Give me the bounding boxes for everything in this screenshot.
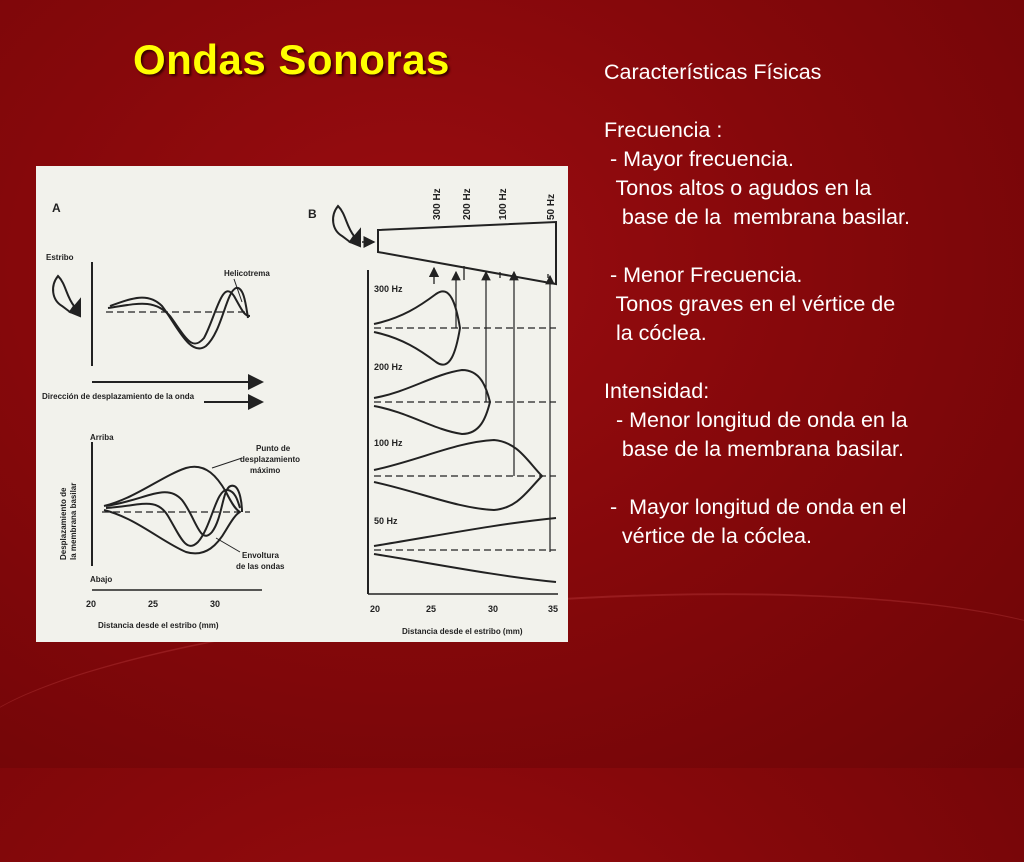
punto-label-3: máximo [250,466,281,475]
frequency-heading: Frecuencia : [604,118,723,142]
intensity-heading: Intensidad: [604,379,710,403]
text-panel [604,58,1014,551]
envoltura-label-2: de las ondas [236,562,285,571]
abajo-label: Abajo [90,575,113,584]
spacer [604,348,1014,377]
basilar-membrane-wedge [378,222,556,284]
arriba-label: Arriba [90,433,114,442]
traveling-wave-2 [110,288,248,349]
panel-a-tick-25: 25 [148,599,159,609]
frequency-line-3: base de la membrana basilar. [604,205,910,229]
panel-b-tick-35: 35 [548,604,559,614]
frequency-line-4: - Menor Frecuencia. [604,263,803,287]
cochlea-figure [36,166,568,642]
envelope-100 [374,440,542,510]
punto-label-1: Punto de [256,444,291,453]
row-label-300: 300 Hz [374,284,403,294]
intensity-line-4: vértice de la cóclea. [604,524,812,548]
intensity-line-3: - Mayor longitud de onda en el [604,495,907,519]
punto-pointer [212,458,242,468]
top-freq-300: 300 Hz [432,188,443,220]
stapes-icon-b [333,206,360,246]
spacer [604,232,1014,261]
row-label-100: 100 Hz [374,438,403,448]
top-freq-50: 50 Hz [546,193,557,220]
frequency-line-6: la cóclea. [604,321,707,345]
panel-b-tick-25: 25 [426,604,437,614]
frequency-line-2: Tonos altos o agudos en la [604,176,872,200]
characteristics-heading: Características Físicas [604,60,822,84]
frequency-line-5: Tonos graves en el vértice de [604,292,896,316]
ylabel-line-2: la membrana basilar [69,482,78,560]
envoltura-pointer [216,538,240,552]
panel-a-label: A [52,201,61,215]
panel-a-xlabel: Distancia desde el estribo (mm) [98,621,219,630]
frequency-line-1: - Mayor frecuencia. [604,147,794,171]
cochlea-diagram [36,166,568,642]
slide-title: Ondas Sonoras [133,36,450,83]
direction-label: Dirección de desplazamiento de la onda [42,392,195,401]
panel-a-tick-20: 20 [86,599,97,609]
ylabel-line-1: Desplazamiento de [59,487,68,560]
estribo-label: Estribo [46,253,74,262]
spacer [604,464,1014,493]
intensity-line-1: - Menor longitud de onda en la [604,408,908,432]
helicotrema-label: Helicotrema [224,269,270,278]
envoltura-label-1: Envoltura [242,551,279,560]
row-label-200: 200 Hz [374,362,403,372]
row-label-50: 50 Hz [374,516,398,526]
panel-b-label: B [308,207,317,221]
panel-a-tick-30: 30 [210,599,221,609]
top-freq-100: 100 Hz [498,188,509,220]
envelope-50 [374,518,556,546]
panel-b-xlabel: Distancia desde el estribo (mm) [402,627,523,636]
punto-label-2: desplazamiento [240,455,301,464]
intensity-line-2: base de la membrana basilar. [604,437,904,461]
envelope-50-lower [374,554,556,582]
stapes-icon-a [53,276,80,316]
spacer [604,87,1014,116]
panel-b-tick-30: 30 [488,604,499,614]
panel-b-tick-20: 20 [370,604,381,614]
top-freq-200: 200 Hz [462,188,473,220]
